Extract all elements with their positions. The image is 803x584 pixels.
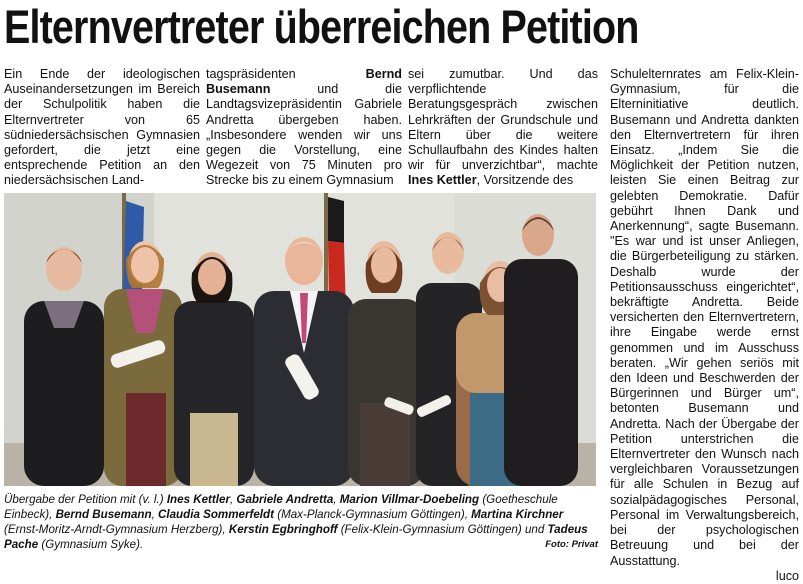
column-4-text: Schulelternrates am Felix-Klein-Gymnasium, für die Elterninitiative deutlich. Busemann und Andretta dankten den Elternvertretern für ihren Einsatz. „Indem Sie die Möglichkeit der Petition nutzen, leisten Sie einen Beitrag zur gelebten Demokratie. Dafür gebührt Ihnen Dank und Anerkennung“, sagte Busemann. "Es war und ist unser Anliegen, die Bürgerbeteiligung zu stärken. Deshalb wurde der Petitionsausschuss eingerichtet“, bekräftigte Andretta. Beide versicherten den Elternvertretern, ihre Eingabe werde ernst genommen und im Ausschuss beraten. „Wir gehen seriös mit den Ideen und Beschwerden der Bürgerinnen und Bürger um“, betonten Busemann und Andretta. Nach der Übergabe der Petition unterstrichen die Elternvertreter den Wunsch nach vergleichbaren Voraussetzungen für alle Schulen in Bezug auf sozialpädagogisches Personal, Personal im Verwaltungsbereich, bei der psychologischen Betreuung und bei der Ausstattung. [610,67,799,568]
article-column-3 [408,67,598,189]
column-2-name: Bernd Busemann [206,67,402,97]
caption-sep-7: (Felix-Klein-Gymnasium Göttingen) und [337,523,548,536]
column-3-text-b: , Vorsitzende des [476,173,574,188]
caption-person-1: Ines Kettler [166,493,230,506]
caption-person-5: Claudia Sommerfeldt [158,508,274,521]
column-2-paragraph [206,67,402,189]
group-photo-illustration [4,193,596,486]
headline: Elternvertreter überreichen Petition [4,0,639,53]
photo-credit: Foto: Privat [545,539,598,550]
caption-intro: Übergabe der Petition mit (v. l.) [4,493,167,506]
caption-person-3: Marion Villmar-Doebeling [339,493,480,506]
caption-sep-3: (Goetheschule Einbeck), [4,493,558,521]
caption-person-7: Kerstin Egbringhoff [228,523,338,536]
article-column-2 [206,67,402,189]
caption-person-6: Martina Kirchner [471,508,564,521]
column-2-text-a: tagspräsidenten [206,67,366,81]
caption-sep-6: (Ernst-Moritz-Arndt-Gymnasium Herzberg), [4,523,229,536]
caption-sep-2: , [333,493,340,506]
article-column-4 [610,67,799,584]
caption-person-4: Bernd Busemann [55,508,152,521]
column-1-text: Ein Ende der ideologischen Auseinandersetzungen im Bereich der Schulpolitik haben die Elternvertreter von 65 südniedersächsischen Gymnasien gefordert, die jetzt eine entsprechende Petition an den niedersächsischen Land- [4,67,200,188]
caption-person-2: Gabriele Andretta [236,493,334,506]
caption-sep-4: , [151,508,159,521]
group-photo [4,193,596,486]
column-3-paragraph [408,67,598,189]
caption-sep-5: (Max-Planck-Gymnasium Göttingen), [273,508,472,521]
caption-sep-8: (Gymnasium Syke). [38,538,144,551]
caption-person-8: Tadeus Pache [4,523,588,551]
photo-caption [4,492,598,552]
column-2-text-b: und die Landtagsvizepräsidentin Gabriele Andretta übergeben haben. „Insbesondere wenden wir uns gegen die Vorstellung, eine Wegezeit von 75 Minuten pro Strecke bis zu einem Gymnasium [206,82,402,188]
column-3-text-a: sei zumutbar. Und das verpflichtende Beratungsgespräch zwischen Lehrkräften der Grundschule und Eltern über die weitere Schullaufbahn des Kindes halten wir für unverzichtbar“, machte [408,67,598,173]
author-signature: luco [775,568,799,583]
caption-sep-1: , [229,493,237,506]
article-column-1 [4,67,200,189]
column-3-name: Ines Kettler [408,173,477,188]
